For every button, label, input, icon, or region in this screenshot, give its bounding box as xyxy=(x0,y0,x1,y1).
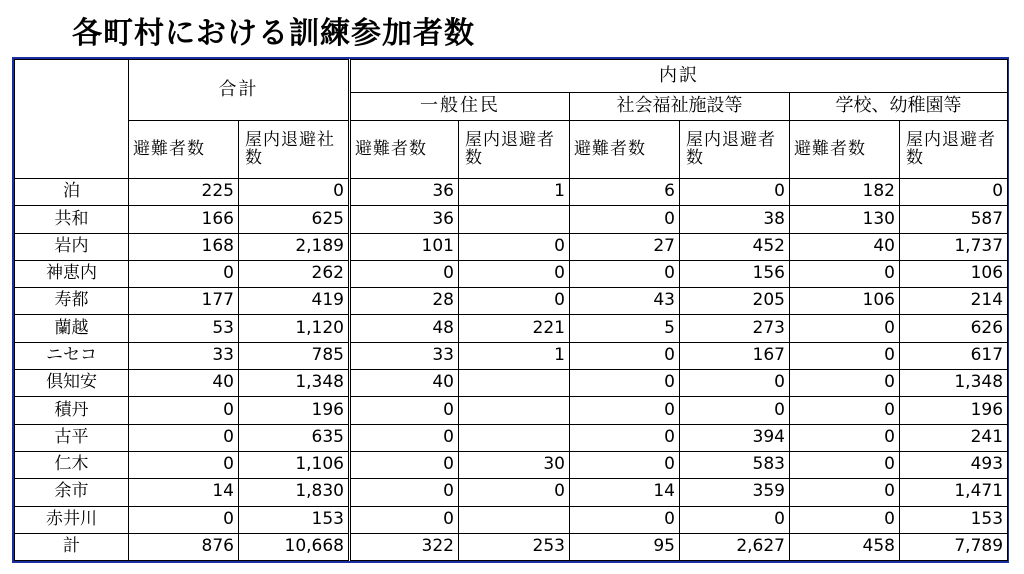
table-cell: 359 xyxy=(680,479,790,506)
table-cell: 0 xyxy=(350,424,459,451)
row-municipality: 神恵内 xyxy=(15,260,129,287)
table-cell: 177 xyxy=(129,288,239,315)
row-municipality: 計 xyxy=(15,533,129,560)
table-cell: 0 xyxy=(129,424,239,451)
table-cell: 419 xyxy=(239,288,350,315)
table-cell: 0 xyxy=(790,260,900,287)
table-cell: 10,668 xyxy=(239,533,350,560)
participants-table-frame xyxy=(12,57,1009,563)
table-cell xyxy=(459,370,570,397)
table-cell: 587 xyxy=(900,206,1008,233)
table-cell: 14 xyxy=(570,479,680,506)
table-cell: 153 xyxy=(900,506,1008,533)
table-row xyxy=(15,451,1008,478)
table-cell: 458 xyxy=(790,533,900,560)
header-breakdown: 内訳 xyxy=(350,60,1008,93)
table-cell: 2,627 xyxy=(680,533,790,560)
table-cell: 53 xyxy=(129,315,239,342)
table-cell: 493 xyxy=(900,451,1008,478)
table-cell: 0 xyxy=(570,260,680,287)
table-cell: 182 xyxy=(790,179,900,206)
table-cell: 322 xyxy=(350,533,459,560)
table-cell: 0 xyxy=(570,370,680,397)
table-cell: 36 xyxy=(350,206,459,233)
table-row xyxy=(15,397,1008,424)
table-cell: 33 xyxy=(350,342,459,369)
row-municipality: 蘭越 xyxy=(15,315,129,342)
table-cell: 0 xyxy=(570,342,680,369)
table-cell: 1 xyxy=(459,179,570,206)
table-cell: 167 xyxy=(680,342,790,369)
table-cell: 1,737 xyxy=(900,233,1008,260)
table-cell: 452 xyxy=(680,233,790,260)
table-cell: 0 xyxy=(570,451,680,478)
col-general-sheltered: 屋内退避者数 xyxy=(459,121,570,179)
table-cell: 153 xyxy=(239,506,350,533)
table-cell: 785 xyxy=(239,342,350,369)
table-row xyxy=(15,288,1008,315)
table-cell: 0 xyxy=(459,233,570,260)
table-cell: 7,789 xyxy=(900,533,1008,560)
col-total-sheltered: 屋内退避社数 xyxy=(239,121,350,179)
table-cell: 166 xyxy=(129,206,239,233)
table-cell: 1 xyxy=(459,342,570,369)
table-cell: 0 xyxy=(790,506,900,533)
table-cell: 625 xyxy=(239,206,350,233)
table-row xyxy=(15,179,1008,206)
table-cell: 40 xyxy=(129,370,239,397)
table-cell: 95 xyxy=(570,533,680,560)
table-cell: 2,189 xyxy=(239,233,350,260)
table-cell: 225 xyxy=(129,179,239,206)
table-row xyxy=(15,506,1008,533)
table-cell: 168 xyxy=(129,233,239,260)
table-cell: 635 xyxy=(239,424,350,451)
table-cell: 14 xyxy=(129,479,239,506)
row-municipality: 共和 xyxy=(15,206,129,233)
table-cell: 0 xyxy=(350,260,459,287)
row-municipality: 古平 xyxy=(15,424,129,451)
table-cell: 241 xyxy=(900,424,1008,451)
table-cell: 40 xyxy=(790,233,900,260)
table-row xyxy=(15,233,1008,260)
table-cell: 27 xyxy=(570,233,680,260)
row-municipality: 仁木 xyxy=(15,451,129,478)
table-cell: 1,120 xyxy=(239,315,350,342)
table-cell: 214 xyxy=(900,288,1008,315)
table-cell: 0 xyxy=(239,179,350,206)
table-cell xyxy=(459,506,570,533)
table-cell: 0 xyxy=(680,397,790,424)
table-cell: 0 xyxy=(129,506,239,533)
table-cell: 0 xyxy=(350,397,459,424)
table-cell: 0 xyxy=(790,342,900,369)
table-cell: 106 xyxy=(900,260,1008,287)
col-school-sheltered: 屋内退避者数 xyxy=(900,121,1008,179)
table-cell: 0 xyxy=(129,397,239,424)
table-cell: 106 xyxy=(790,288,900,315)
header-schools: 学校、幼稚園等 xyxy=(790,93,1008,121)
table-cell: 0 xyxy=(570,424,680,451)
table-cell: 156 xyxy=(680,260,790,287)
header-welfare-facilities: 社会福祉施設等 xyxy=(570,93,790,121)
table-cell: 30 xyxy=(459,451,570,478)
table-cell: 0 xyxy=(900,179,1008,206)
table-cell: 48 xyxy=(350,315,459,342)
table-cell xyxy=(459,424,570,451)
col-school-evacuees: 避難者数 xyxy=(790,121,900,179)
table-cell: 40 xyxy=(350,370,459,397)
table-cell: 0 xyxy=(790,397,900,424)
table-cell: 0 xyxy=(459,288,570,315)
table-cell: 1,830 xyxy=(239,479,350,506)
table-cell: 0 xyxy=(350,479,459,506)
table-row xyxy=(15,533,1008,560)
table-cell: 0 xyxy=(790,479,900,506)
table-cell: 0 xyxy=(459,479,570,506)
table-cell: 876 xyxy=(129,533,239,560)
table-cell: 28 xyxy=(350,288,459,315)
row-municipality: 赤井川 xyxy=(15,506,129,533)
table-cell: 6 xyxy=(570,179,680,206)
table-cell: 0 xyxy=(570,397,680,424)
table-cell: 0 xyxy=(790,370,900,397)
table-cell: 196 xyxy=(239,397,350,424)
table-cell: 583 xyxy=(680,451,790,478)
table-cell: 0 xyxy=(790,451,900,478)
table-cell: 394 xyxy=(680,424,790,451)
table-cell xyxy=(459,397,570,424)
row-municipality: 積丹 xyxy=(15,397,129,424)
table-cell: 43 xyxy=(570,288,680,315)
table-cell: 0 xyxy=(459,260,570,287)
row-municipality: 岩内 xyxy=(15,233,129,260)
table-cell: 36 xyxy=(350,179,459,206)
table-cell: 33 xyxy=(129,342,239,369)
corner-cell xyxy=(15,60,129,179)
table-cell: 253 xyxy=(459,533,570,560)
table-cell: 0 xyxy=(680,370,790,397)
table-cell: 1,106 xyxy=(239,451,350,478)
header-general-residents: 一般住民 xyxy=(350,93,570,121)
col-welfare-evacuees: 避難者数 xyxy=(570,121,680,179)
table-cell: 205 xyxy=(680,288,790,315)
table-row xyxy=(15,370,1008,397)
table-cell: 0 xyxy=(790,424,900,451)
table-cell: 617 xyxy=(900,342,1008,369)
table-row xyxy=(15,479,1008,506)
table-cell: 0 xyxy=(350,451,459,478)
table-row xyxy=(15,315,1008,342)
table-cell: 0 xyxy=(570,506,680,533)
table-cell: 38 xyxy=(680,206,790,233)
table-cell: 101 xyxy=(350,233,459,260)
table-cell: 1,348 xyxy=(900,370,1008,397)
table-cell: 0 xyxy=(680,179,790,206)
row-municipality: 寿都 xyxy=(15,288,129,315)
col-welfare-sheltered: 屋内退避者数 xyxy=(680,121,790,179)
page-title: 各町村における訓練参加者数 xyxy=(72,16,475,51)
table-cell xyxy=(459,206,570,233)
table-row xyxy=(15,206,1008,233)
table-cell: 196 xyxy=(900,397,1008,424)
table-cell: 1,471 xyxy=(900,479,1008,506)
table-cell: 1,348 xyxy=(239,370,350,397)
table-cell: 0 xyxy=(350,506,459,533)
table-row xyxy=(15,424,1008,451)
row-municipality: 余市 xyxy=(15,479,129,506)
table-cell: 273 xyxy=(680,315,790,342)
table-cell: 0 xyxy=(129,260,239,287)
table-cell: 0 xyxy=(129,451,239,478)
header-total: 合計 xyxy=(129,60,350,121)
table-cell: 626 xyxy=(900,315,1008,342)
table-cell: 0 xyxy=(570,206,680,233)
table-cell: 5 xyxy=(570,315,680,342)
col-total-evacuees: 避難者数 xyxy=(129,121,239,179)
participants-table xyxy=(14,59,1008,561)
table-cell: 221 xyxy=(459,315,570,342)
table-cell: 0 xyxy=(680,506,790,533)
row-municipality: 泊 xyxy=(15,179,129,206)
col-general-evacuees: 避難者数 xyxy=(350,121,459,179)
row-municipality: ニセコ xyxy=(15,342,129,369)
table-cell: 262 xyxy=(239,260,350,287)
table-cell: 0 xyxy=(790,315,900,342)
table-row xyxy=(15,260,1008,287)
table-row xyxy=(15,342,1008,369)
row-municipality: 倶知安 xyxy=(15,370,129,397)
table-cell: 130 xyxy=(790,206,900,233)
